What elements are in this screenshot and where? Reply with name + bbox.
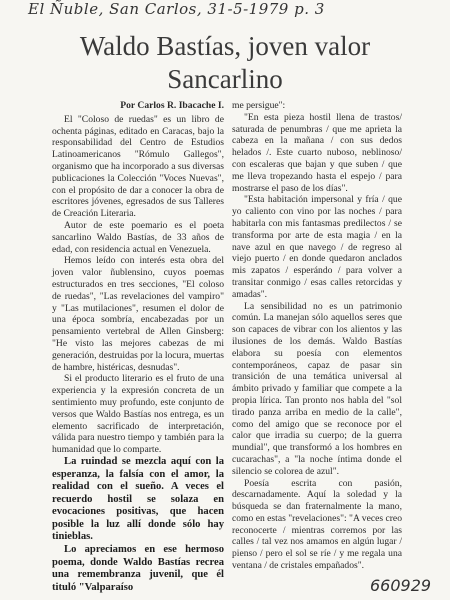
article-paragraph: Poesía escrita con pasión, descarnadamente. Aquí la soledad y la búsqueda se dan fraternalmente la mano, como en estas "revelaciones": "A veces creo reconocerte / mientras corremos por las calles / tal vez nos amamos en algún lugar / pienso / pero el sol se ríe / y me regala una ventana / de cristales empañados". <box>232 477 402 572</box>
article-paragraph: "Esta habitación impersonal y fría / que yo caliento con vino por las noches / para habitarla con mis fantasmas predilectos / se transforma por arte de esta magia / en la nave azul en que navego / de regreso al viejo puerto / en donde quedaron anclados mis zapatos / esperándo / para volver a transitar conmigo / esas calles retorcidas y amadas". <box>232 194 402 300</box>
article-paragraph-emphasis: La ruindad se mezcla aquí con la esperanza, la falsía con el amor, la realidad con el sueño. A veces el recuerdo hostil se solaza en evocaciones positivas, que hacen posible la luz allí donde sólo hay tinieblas. <box>52 455 224 543</box>
headline-line-1: Waldo Bastías, joven valor <box>79 31 371 61</box>
article-paragraph-emphasis: Lo apreciamos en ese hermoso poema, donde Waldo Bastías recrea una remembranza juvenil, que él tituló "Valparaíso <box>52 544 224 593</box>
article-byline: Por Carlos R. Ibacache I. <box>120 100 224 111</box>
article-paragraph: El "Coloso de ruedas" es un libro de ochenta páginas, editado en Caracas, bajo la responsabilidad del Centro de Estudios Latinoamericanos "Rómulo Gallegos", organismo que ha incorporado a sus diversas publicaciones la Colección "Voces Nuevas", con el propósito de dar a conocer la obra de escritores jóvenes, egresados de sus Talleres de Creación Literaria. <box>52 113 224 220</box>
article-paragraph: Si el producto literario es el fruto de una experiencia y la expresión concreta de un sentimiento muy profundo, este conjunto de versos que Waldo Bastías nos entrega, es un elemento sacrificado de interpretación, válida para nuestro tiempo y también para la humanidad que lo comparte. <box>52 373 224 456</box>
article-paragraph: La sensibilidad no es un patrimonio común. La manejan sólo aquellos seres que son capaces de vibrar con los alientos y las ilusiones de los demás. Waldo Bastías elabora su poesía con elementos contemporáneos, capaz de pasar sin transición de una temática universal al ámbito privado y familiar que compete a la propia lírica. Tan pronto nos habla del "sol tirado panza arriba en medio de la calle", como del amigo que se reconoce por el calor que irradia su cuerpo; de la guerra mundial", que transformó a los hombres en cucarachas", a "la noche íntima donde el silencio se colorea de azul". <box>232 300 402 477</box>
article-column-right <box>232 100 402 572</box>
handwritten-catalog-number: 660929 <box>370 576 432 595</box>
article-column-left <box>52 100 224 594</box>
headline-line-2: Sancarlino <box>167 64 283 94</box>
handwritten-source-note: El Ñuble, San Carlos, 31-5-1979 p. 3 <box>28 0 325 18</box>
article-paragraph: Hemos leído con interés esta obra del joven valor ñublensino, cuyos poemas estructurados en tres secciones, "El coloso de ruedas", "Las revelaciones del vampiro" y "Las mutilaciones", resumen el dolor de una época sombría, encabezadas por un pensamiento vertebral de Allen Ginsberg: "He visto las mejores cabezas de mi generación, destruidas por la locura, muertas de hambre, histéricas, desnudas". <box>52 255 224 373</box>
article-headline <box>20 30 430 96</box>
article-paragraph: Autor de este poemario es el poeta sancarlino Waldo Bastías, de 33 años de edad, con residencia actual en Venezuela. <box>52 219 224 255</box>
article-paragraph: "En esta pieza hostil llena de trastos/ saturada de penumbras / que me aprieta la cabeza en la mañana / con sus dedos helados /. Este cuarto nuboso, neblinoso/ con escaleras que bajan y que suben / que me lleva tropezando hasta el espejo / para mostrarse el paso de los días". <box>232 111 402 194</box>
article-paragraph: me persigue": <box>232 100 286 111</box>
